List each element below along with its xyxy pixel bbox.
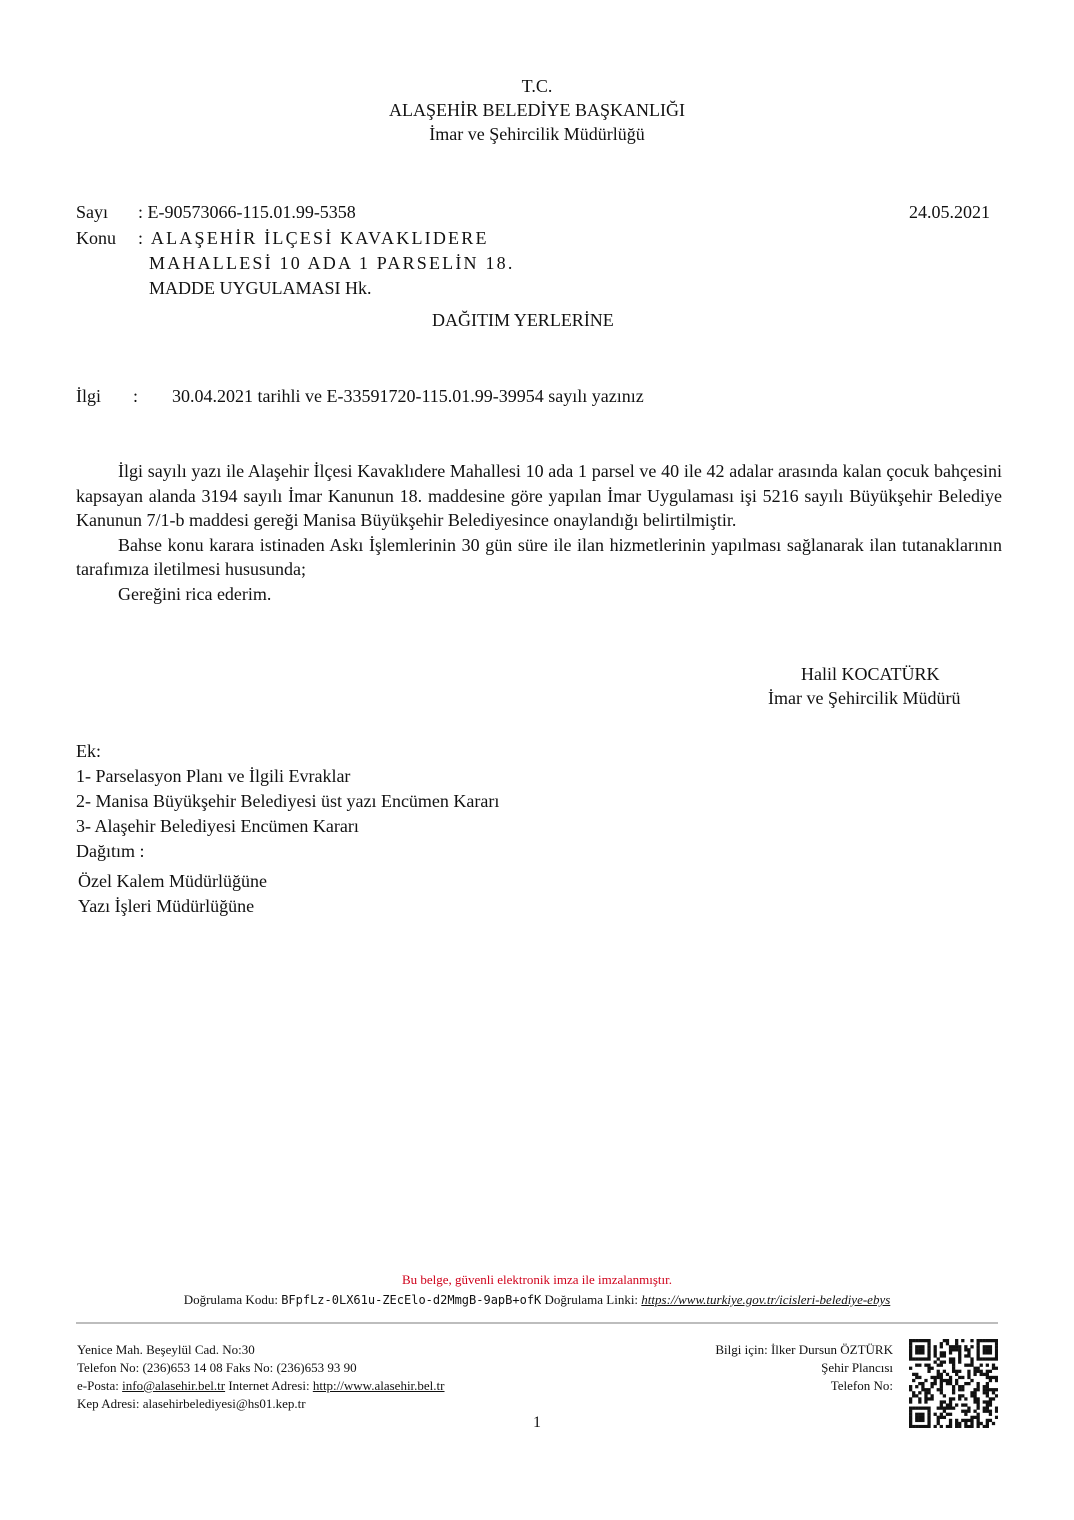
verification-code: BFpfLz-0LX61u-ZEcElo-d2MmgB-9apB+ofK bbox=[281, 1293, 542, 1307]
footer-address: Yenice Mah. Beşeylül Cad. No:30 bbox=[77, 1342, 255, 1357]
footer-divider bbox=[76, 1322, 998, 1324]
page-number: 1 bbox=[533, 1414, 541, 1431]
verification-code-label: Doğrulama Kodu: bbox=[183, 1292, 278, 1307]
footer-web-link[interactable]: http://www.alasehir.bel.tr bbox=[312, 1378, 445, 1393]
attachment-item-3: 3- Alaşehir Belediyesi Encümen Kararı bbox=[76, 816, 359, 836]
footer-contact-line bbox=[77, 1377, 445, 1396]
body-paragraph-2: Bahse konu karara istinaden Askı İşlemlerinin 30 gün süre ile ilan hizmetlerinin yapılması sağlanarak ilan tutanaklarının tarafımıza iletilmesi hususunda; bbox=[76, 534, 1002, 579]
letterhead-line-institution: ALAŞEHİR BELEDİYE BAŞKANLIĞI bbox=[389, 100, 685, 120]
e-signature-notice: Bu belge, güvenli elektronik imza ile imzalanmıştır. bbox=[401, 1272, 673, 1287]
letterhead-line-department: İmar ve Şehircilik Müdürlüğü bbox=[429, 124, 645, 144]
signatory-name: Halil KOCATÜRK bbox=[801, 664, 940, 684]
distribution-item-1: Özel Kalem Müdürlüğüne bbox=[78, 871, 267, 891]
signatory-title: İmar ve Şehircilik Müdürü bbox=[768, 688, 961, 708]
distribution-item-2: Yazı İşleri Müdürlüğüne bbox=[78, 896, 255, 916]
footer-email-link[interactable]: info@alasehir.bel.tr bbox=[122, 1378, 226, 1393]
footer-kep: Kep Adresi: alasehirbelediyesi@hs01.kep.tr bbox=[77, 1396, 306, 1411]
konu-label: Konu bbox=[76, 228, 116, 248]
konu-line-2: MAHALLESİ 10 ADA 1 PARSELİN 18. bbox=[149, 253, 515, 273]
footer-web-label: Internet Adresi: bbox=[228, 1378, 310, 1393]
konu-line-3: MADDE UYGULAMASI Hk. bbox=[149, 278, 372, 298]
verification-link-label: Doğrulama Linki: bbox=[544, 1292, 639, 1307]
ilgi-text: 30.04.2021 tarihli ve E-33591720-115.01.99-39954 sayılı yazınız bbox=[172, 386, 644, 406]
sayi-label: Sayı bbox=[76, 202, 109, 222]
body-paragraph-1: İlgi sayılı yazı ile Alaşehir İlçesi Kavaklıdere Mahallesi 10 ada 1 parsel ve 40 ile 42 adalar arasında kalan çocuk bahçesini kapsayan alanda 3194 sayılı İmar Kanunun 18. maddesine göre yapılan İmar Uygulaması işi 5216 sayılı Büyükşehir Belediye Kanunun 7/1-b maddesi gereği Manisa Büyükşehir Belediyesince onaylandığı belirtilmiştir. bbox=[76, 461, 1002, 530]
footer-info-contact: Bilgi için: İlker Dursun ÖZTÜRK bbox=[715, 1342, 893, 1357]
verification-line bbox=[0, 1291, 1074, 1309]
verification-link[interactable]: https://www.turkiye.gov.tr/icisleri-belediye-ebys bbox=[641, 1292, 891, 1307]
attachment-item-2: 2- Manisa Büyükşehir Belediyesi üst yazı Encümen Kararı bbox=[76, 791, 500, 811]
addressee: DAĞITIM YERLERİNE bbox=[432, 310, 614, 330]
sayi-value: : E-90573066-115.01.99-5358 bbox=[138, 202, 356, 222]
footer-info-phone: Telefon No: bbox=[830, 1378, 893, 1393]
ilgi-label: İlgi bbox=[76, 386, 101, 406]
attachments-label: Ek: bbox=[76, 741, 101, 761]
document-date: 24.05.2021 bbox=[909, 202, 990, 222]
letter-body bbox=[76, 459, 1002, 606]
konu-line-1: : ALAŞEHİR İLÇESİ KAVAKLIDERE bbox=[138, 228, 489, 248]
footer-info-title: Şehir Plancısı bbox=[821, 1360, 893, 1375]
body-paragraph-3: Gereğini rica ederim. bbox=[118, 583, 272, 604]
attachment-item-1: 1- Parselasyon Planı ve İlgili Evraklar bbox=[76, 766, 351, 786]
ilgi-colon: : bbox=[133, 386, 139, 406]
distribution-label: Dağıtım : bbox=[76, 841, 145, 861]
letterhead bbox=[0, 74, 1074, 146]
footer-email-label: e-Posta: bbox=[77, 1378, 119, 1393]
letterhead-line-tc: T.C. bbox=[521, 76, 553, 96]
footer-phone: Telefon No: (236)653 14 08 Faks No: (236)653 93 90 bbox=[77, 1360, 357, 1375]
